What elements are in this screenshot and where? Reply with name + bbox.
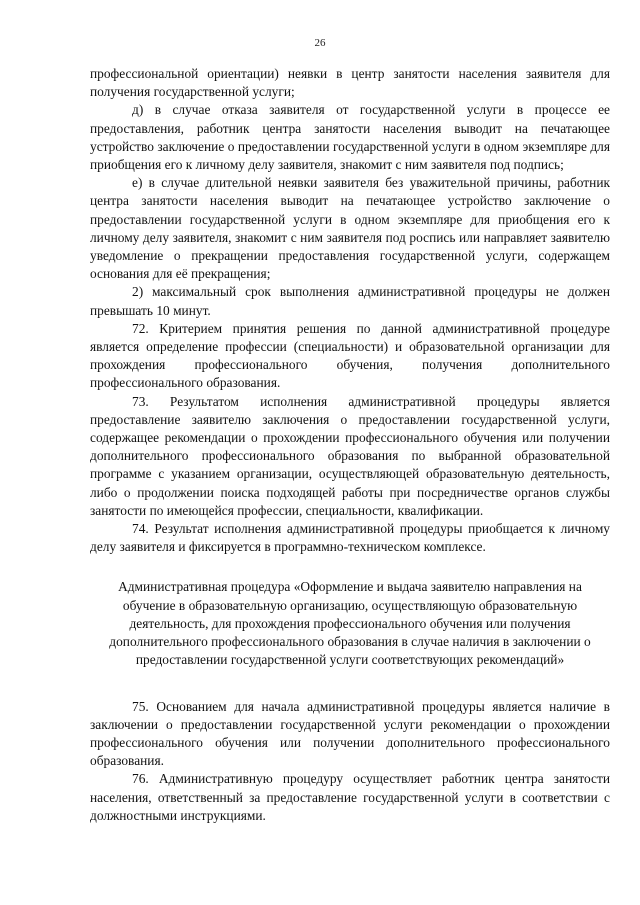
paragraph-73: 73. Результатом исполнения административной процедуры является предоставление заявителю заключения о предоставлении государственной услуги, содержащее рекомендации о прохождении профессионального обучения или получении дополнительного профессионального образования по выбранной образовательной программе с указанием организации, осуществляющей образовательную деятельность, либо о продолжении поиска подходящей работы при посредничестве органов службы занятости по имеющейся профессии, специальности, квалификации. xyxy=(90,393,610,518)
document-body xyxy=(90,65,610,825)
paragraph-2-max-time: 2) максимальный срок выполнения административной процедуры не должен превышать 10 минут. xyxy=(90,284,610,318)
section-heading: Административная процедура «Оформление и выдача заявителю направления на обучение в образовательную организацию, осуществляющую образовательную деятельность, для прохождения профессионального обучения или получения дополнительного профессионального образования в случае наличия в заключении о предоставлении государственной услуги соответствующих рекомендаций» xyxy=(109,579,591,668)
paragraph-75: 75. Основанием для начала административной процедуры является наличие в заключении о предоставлении государственной услуги рекомендации о прохождении профессионального обучения или получении дополнительного профессионального образования. xyxy=(90,698,610,769)
paragraph-74: 74. Результат исполнения административной процедуры приобщается к личному делу заявителя и фиксируется в программно-техническом комплексе. xyxy=(90,521,610,555)
paragraph-continuation: профессиональной ориентации) неявки в центр занятости населения заявителя для получения государственной услуги; xyxy=(90,66,610,100)
page-number: 26 xyxy=(314,37,326,49)
paragraph-76: 76. Административную процедуру осуществляет работник центра занятости населения, ответственный за предоставление государственной услуги в соответствии с должностными инструкциями. xyxy=(90,771,610,823)
paragraph-e: е) в случае длительной неявки заявителя без уважительной причины, работник центра занятости населения выводит на печатающее устройство заключение о предоставлении государственной услуги в одном экземпляре для приобщения его к личному делу заявителя, знакомит с ним заявителя под роспись или направляет заявителю уведомление о прекращении предоставления государственной услуги, содержащем основания для её прекращения; xyxy=(90,175,610,282)
paragraph-d: д) в случае отказа заявителя от государственной услуги в процессе ее предоставления, работник центра занятости населения выводит на печатающее устройство заключение о предоставлении государственной услуги в одном экземпляре для приобщения его к личному делу заявителя, знакомит с ним заявителя под подпись; xyxy=(90,102,610,173)
paragraph-72: 72. Критерием принятия решения по данной административной процедуре является определение профессии (специальности) и образовательной организации для прохождения профессионального обучения, получения дополнительного профессионального образования. xyxy=(90,320,610,391)
